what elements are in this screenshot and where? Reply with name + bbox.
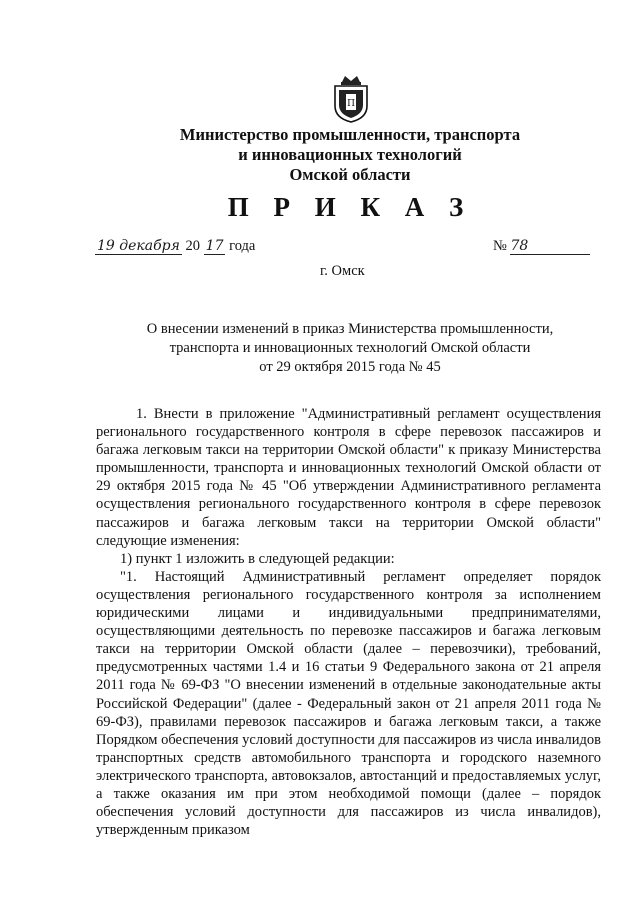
year-prefix: 20 <box>185 238 201 254</box>
document-title: П Р И К А З <box>227 192 473 222</box>
ministry-line-1: Министерство промышленности, транспорта <box>179 125 521 144</box>
order-subject <box>115 320 585 377</box>
order-number <box>493 238 590 255</box>
body-paragraph-3: "1. Настоящий Административный регламент определяет порядок осуществления регионального государственного контроля за исполнением юридическими лицами и индивидуальными предпринимателями, осуществляющими деятельность по перевозке пассажиров и багажа легковым такси на территории Омской области (далее – перевозчики), требований, предусмотренных частями 1.4 и 16 статьи 9 Федерального закона от 21 апреля 2011 года № 69-ФЗ "О внесении изменений в отдельные законодательные акты Российской Федерации" (далее - Федеральный закон от 21 апреля 2011 года № 69-ФЗ), правилами перевозок пассажиров и багажа легковым такси, а также Порядком обеспечения условий доступности для пассажиров из числа инвалидов транспортных средств автомобильного транспорта и городского наземного электрического транспорта, автовокзалов, автостанций и предоставляемых услуг, а также оказания им при этом необходимой помощи (далее – порядок обеспечения условий доступности для пассажиров из числа инвалидов), утвержденным приказом <box>96 568 601 839</box>
ministry-header <box>150 125 550 185</box>
subject-line-1: О внесении изменений в приказ Министерства промышленности, <box>146 321 554 337</box>
subject-line-3: от 29 октября 2015 года № 45 <box>259 359 441 375</box>
coat-of-arms-icon <box>331 72 371 124</box>
number-label: № <box>493 238 507 254</box>
ministry-line-2: и инновационных технологий <box>238 145 462 164</box>
order-body <box>96 405 601 839</box>
ministry-line-3: Омской области <box>289 165 411 184</box>
year-handwritten: 17 <box>205 238 224 254</box>
body-paragraph-1: 1. Внести в приложение "Административный регламент осуществления регионального государственного контроля в сфере перевозок пассажиров и багажа легковым такси на территории Омской области" к приказу Министерства промышленности, транспорта и инновационных технологий Омской области от 29 октября 2015 года № 45 "Об утверждении Административного регламента осуществления регионального государственного контроля в сфере перевозок пассажиров и багажа легковым такси на территории Омской области" следующие изменения: <box>96 406 601 549</box>
subject-line-2: транспорта и инновационных технологий Омской области <box>169 340 531 356</box>
city: г. Омск <box>320 263 365 279</box>
date-handwritten: 19 декабря <box>97 238 180 254</box>
body-paragraph-2: 1) пункт 1 изложить в следующей редакции: <box>120 550 395 567</box>
year-suffix: года <box>229 238 256 254</box>
order-date <box>95 238 315 255</box>
svg-text:П: П <box>347 99 355 109</box>
number-handwritten: 78 <box>510 238 590 255</box>
